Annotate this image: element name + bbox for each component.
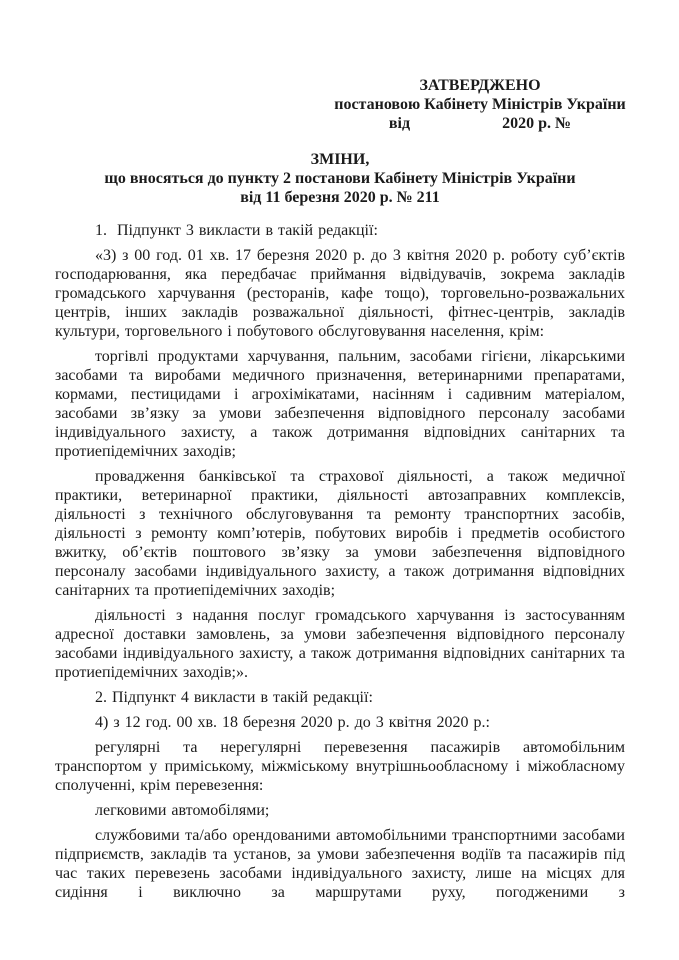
approval-stamp: [329, 76, 631, 133]
approval-date-line: [329, 114, 631, 133]
approval-stamp-word: ЗАТВЕРДЖЕНО: [419, 77, 541, 94]
paragraph-banking-exception: провадження банківської та страхової діяльності, а також медичної практики, ветеринарної практики, діяльності автозаправних комплексів, діяльності з технічного обслуговування та ремонту транспортних засобів, діяльності з ремонту комп’ютерів, побутових виробів і предметів особистого вжитку, об’єктів поштового зв’язку за умови забезпечення відповідного персоналу засобами індивідуального захисту, а також дотримання відповідних санітарних та протиепідемічних заходів;: [55, 468, 625, 599]
document-body: [55, 221, 625, 902]
document-title: ЗМІНИ,: [310, 151, 370, 168]
paragraph-subitem-4: 4) з 12 год. 00 хв. 18 березня 2020 р. до 3 квітня 2020 р.:: [95, 714, 490, 731]
paragraph-item-2: 2. Підпункт 4 викласти в такій редакції:: [95, 689, 373, 706]
approval-date-suffix: 2020 р. №: [502, 115, 572, 132]
paragraph-company-vehicles-exception: службовими та/або орендованими автомобільними транспортними засобами підприємств, закладів та установ, за умови забезпечення водіїв та пасажирів під час таких перевезень засобами індивідуального захисту, лише на місцях для сидіння і виключно за маршрутами руху, погодженими з: [55, 827, 625, 901]
document-subtitle: що вносяться до пункту 2 постанови Кабінету Міністрів України: [104, 170, 576, 187]
document-title-reference: від 11 березня 2020 р. № 211: [240, 189, 440, 206]
paragraph-item-1: 1. Підпункт 3 викласти в такій редакції:: [95, 222, 378, 239]
paragraph-catering-exception: діяльності з надання послуг громадського харчування із застосуванням адресної доставки замовлень, за умови забезпечення відповідного персоналу засобами індивідуального захисту, а також дотримання відповідних санітарних та протиепідемічних заходів;».: [55, 607, 625, 681]
approval-issuer: постановою Кабінету Міністрів України: [334, 96, 626, 113]
document-title-block: [55, 150, 625, 207]
paragraph-trade-exception: торгівлі продуктами харчування, пальним, засобами гігієни, лікарськими засобами та виробами медичного призначення, ветеринарними препаратами, кормами, пестицидами і агрохімікатами, насінням і садивним матеріалом, засобами зв’язку за умови забезпечення відповідного персоналу засобами індивідуального захисту, а також дотримання відповідних санітарних та протиепідемічних заходів;: [55, 348, 625, 460]
approval-date-prefix: від: [388, 115, 411, 132]
paragraph-transport-ban: регулярні та нерегулярні перевезення пасажирів автомобільним транспортом у приміському, міжміському внутрішньообласному і міжобласному сполученні, крім перевезення:: [55, 739, 625, 794]
paragraph-subitem-3: «3) з 00 год. 01 хв. 17 березня 2020 р. до 3 квітня 2020 р. роботу суб’єктів господарювання, яка передбачає приймання відвідувачів, зокрема закладів громадського харчування (ресторанів, кафе тощо), торговельно-розважальних центрів, інших закладів розважальної діяльності, фітнес-центрів, закладів культури, торговельного і побутового обслуговування населення, крім:: [55, 247, 625, 340]
paragraph-cars-exception: легковими автомобілями;: [95, 802, 270, 819]
